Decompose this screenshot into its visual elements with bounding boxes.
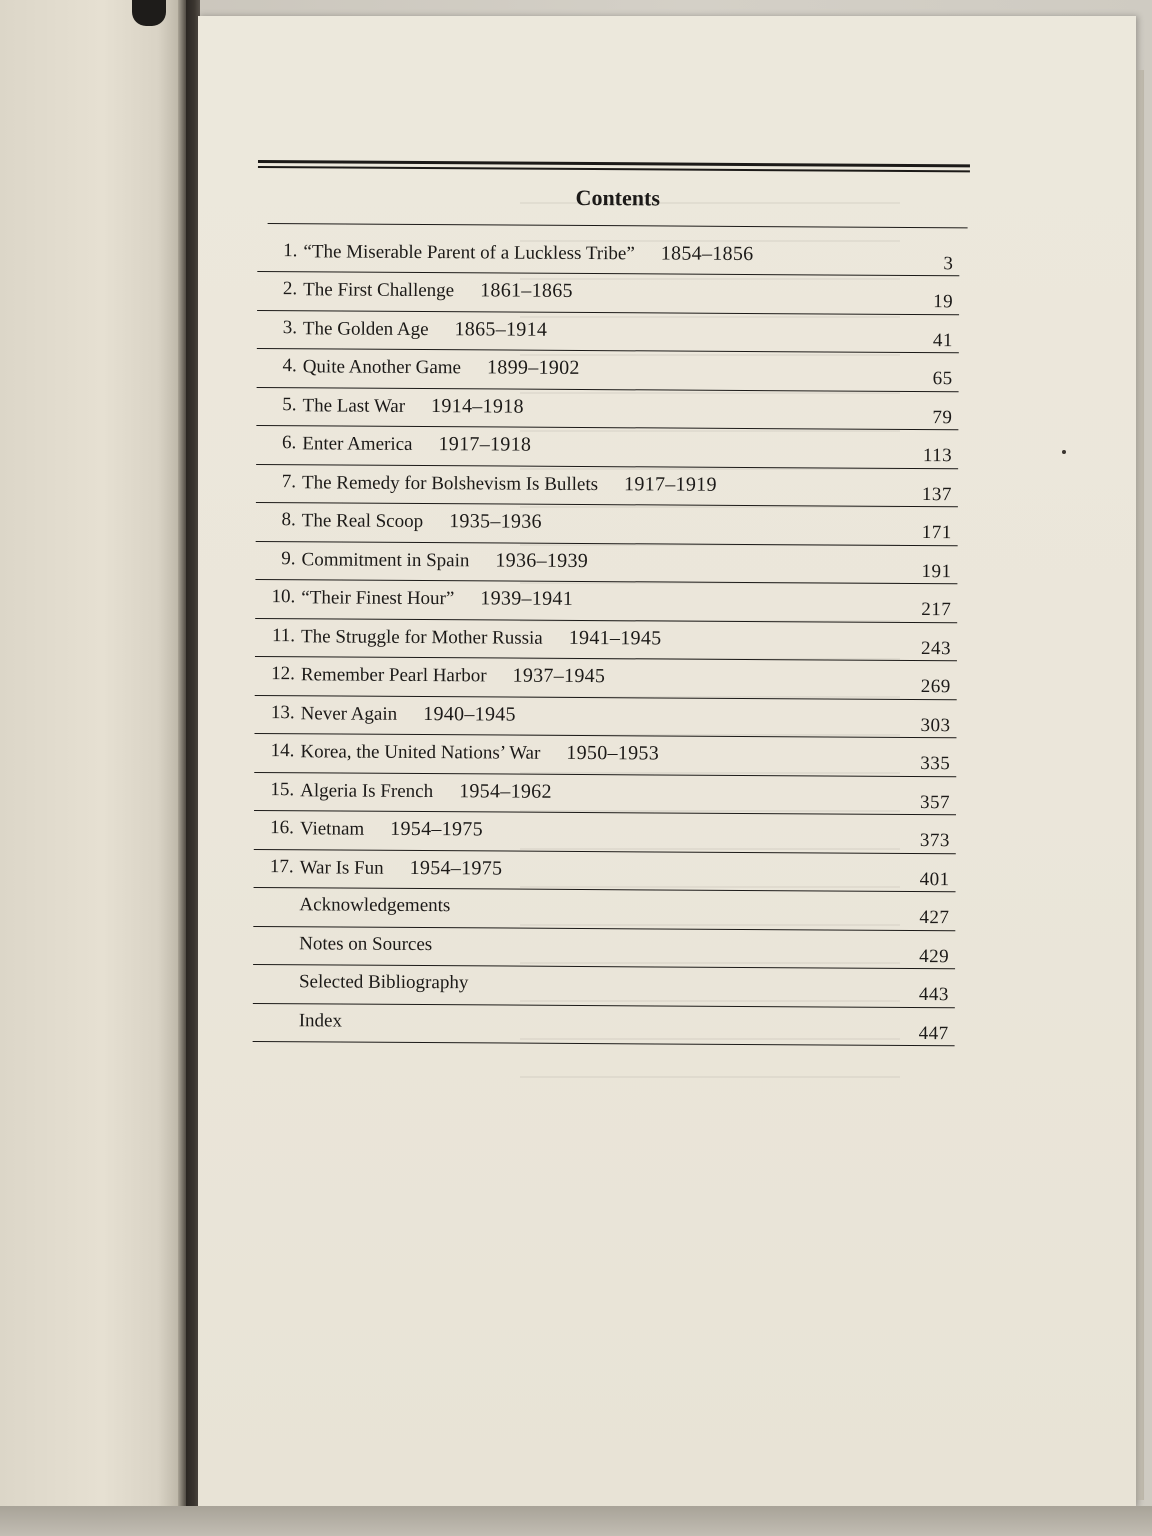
chapter-title-text: Algeria Is French: [300, 779, 434, 802]
chapter-number: 15.: [270, 778, 295, 800]
page-number: 19: [933, 291, 954, 313]
chapter-title: [302, 432, 531, 456]
toc-entry: [256, 426, 958, 469]
chapter-years: 1939–1941: [480, 587, 574, 610]
chapter-title: [300, 740, 659, 765]
chapter-years: 1950–1953: [566, 741, 660, 765]
chapter-years: 1954–1975: [390, 817, 483, 841]
toc-entry: [253, 926, 955, 969]
chapter-title-text: Never Again: [300, 702, 398, 725]
chapter-years: 1954–1975: [409, 856, 503, 880]
chapter-title-text: Index: [298, 1009, 343, 1032]
chapter-title-text: The First Challenge: [303, 279, 455, 302]
chapter-title: [299, 1010, 342, 1032]
chapter-years: 1917–1918: [438, 433, 532, 456]
chapter-number: 5.: [282, 393, 297, 415]
toc-entry: [255, 618, 957, 661]
chapter-title-text: The Struggle for Mother Russia: [301, 625, 543, 649]
chapter-title: [301, 625, 662, 650]
chapter-title: [299, 894, 450, 917]
chapter-number: 9.: [281, 547, 296, 569]
page-number: 79: [932, 406, 953, 428]
chapter-title: [302, 394, 523, 418]
chapter-number: 13.: [270, 701, 295, 723]
page-number: 443: [918, 984, 949, 1006]
chapter-title-text: “Their Finest Hour”: [301, 587, 455, 610]
chapter-title: [303, 278, 573, 303]
chapter-number: 3.: [282, 316, 298, 338]
toc-entry: [254, 811, 956, 854]
chapter-title-text: Remember Pearl Harbor: [300, 664, 487, 687]
chapter-years: 1917–1919: [624, 472, 717, 496]
page-number: 427: [919, 907, 950, 929]
chapter-title: [301, 548, 588, 573]
chapter-title: [301, 702, 516, 726]
toc-entry: [253, 965, 955, 1008]
chapter-title: [302, 471, 717, 497]
page-number: 3: [943, 252, 954, 274]
paper-speck: [1062, 450, 1066, 454]
chapter-years: 1914–1918: [431, 394, 524, 418]
toc-entry: [255, 580, 957, 623]
toc-entry: [254, 695, 956, 738]
chapter-title-text: War Is Fun: [299, 856, 384, 879]
chapter-number: 6.: [281, 432, 297, 454]
page-number: 65: [932, 368, 953, 390]
chapter-title-text: Acknowledgements: [299, 894, 451, 917]
chapter-number: 8.: [281, 509, 296, 531]
table-surface: [0, 1506, 1152, 1536]
toc-entry: [256, 503, 958, 546]
page-number: 269: [920, 676, 951, 698]
chapter-years: 1935–1936: [449, 510, 542, 533]
toc-entry: [256, 464, 958, 507]
chapter-title-text: Quite Another Game: [302, 356, 462, 379]
chapter-title: [303, 355, 580, 380]
chapter-title: [299, 971, 469, 994]
page-number: 429: [919, 945, 950, 967]
back-cover: [0, 0, 186, 1536]
page-number: 191: [921, 560, 952, 582]
chapter-title-text: Enter America: [302, 433, 413, 455]
contents-heading: Contents: [268, 168, 968, 228]
chapter-years: 1936–1939: [495, 548, 589, 572]
page-number: 373: [919, 830, 950, 852]
toc-entry: [253, 888, 955, 931]
chapter-title-text: The Remedy for Bolshevism Is Bullets: [301, 471, 599, 495]
toc-list: [253, 233, 970, 1046]
page-number: 243: [920, 637, 952, 659]
chapter-title: [301, 586, 573, 611]
chapter-number: 1.: [283, 239, 298, 261]
chapter-years: 1854–1856: [660, 241, 754, 265]
chapter-years: 1861–1865: [480, 279, 573, 302]
chapter-title-text: The Real Scoop: [301, 510, 424, 533]
chapter-title-text: The Last War: [302, 394, 406, 417]
chapter-years: 1954–1962: [459, 779, 552, 803]
toc-entry: [254, 849, 956, 892]
chapter-number: 4.: [282, 355, 297, 377]
chapter-title-text: “The Miserable Parent of a Luckless Tribe”: [303, 240, 635, 264]
page-number: 357: [920, 791, 951, 813]
chapter-years: 1899–1902: [486, 356, 580, 379]
toc-entry: [257, 272, 959, 315]
chapter-years: 1940–1945: [423, 702, 516, 726]
chapter-number: 14.: [270, 740, 295, 762]
chapter-title: [299, 933, 432, 956]
chapter-title-text: Selected Bibliography: [298, 971, 469, 994]
page-number: 335: [920, 753, 951, 775]
toc-entry: [257, 349, 959, 392]
chapter-number: 2.: [282, 278, 298, 300]
chapter-number: 16.: [270, 817, 294, 839]
chapter-title: [303, 240, 753, 266]
chapter-title-text: The Golden Age: [302, 317, 429, 340]
page-number: 447: [918, 1022, 949, 1044]
table-of-contents: [253, 160, 970, 1046]
chapter-title: [300, 817, 483, 841]
page-number: 41: [932, 329, 953, 351]
toc-entry: [257, 233, 959, 276]
chapter-title: [303, 317, 547, 341]
chapter-title-text: Commitment in Spain: [301, 548, 470, 571]
toc-entry: [255, 541, 957, 584]
chapter-title-text: Korea, the United Nations’ War: [300, 741, 541, 764]
chapter-title: [300, 779, 552, 804]
toc-entry: [257, 310, 959, 353]
toc-entry: [253, 1003, 955, 1046]
bookmark-ribbon: [132, 0, 166, 26]
chapter-years: 1941–1945: [568, 626, 662, 649]
toc-entry: [255, 657, 957, 700]
chapter-number: 11.: [271, 624, 296, 646]
chapter-title: [302, 509, 542, 533]
page-number: 401: [919, 868, 950, 890]
page-number: 171: [921, 522, 952, 544]
chapter-title-text: Vietnam: [299, 818, 365, 840]
chapter-years: 1937–1945: [512, 664, 606, 688]
page-number: 137: [921, 483, 953, 505]
toc-entry: [256, 387, 958, 430]
chapter-years: 1865–1914: [454, 317, 548, 341]
toc-entry: [254, 772, 956, 815]
chapter-number: 10.: [271, 586, 296, 608]
chapter-number: 17.: [269, 855, 294, 877]
toc-entry: [254, 734, 956, 777]
page-number: 217: [921, 599, 952, 621]
chapter-number: 7.: [281, 470, 297, 492]
chapter-title-text: Notes on Sources: [299, 932, 433, 955]
chapter-number: 12.: [271, 663, 295, 685]
page-number: 113: [922, 445, 953, 467]
page-number: 303: [920, 714, 951, 736]
chapter-title: [300, 856, 503, 880]
chapter-title: [301, 663, 606, 688]
